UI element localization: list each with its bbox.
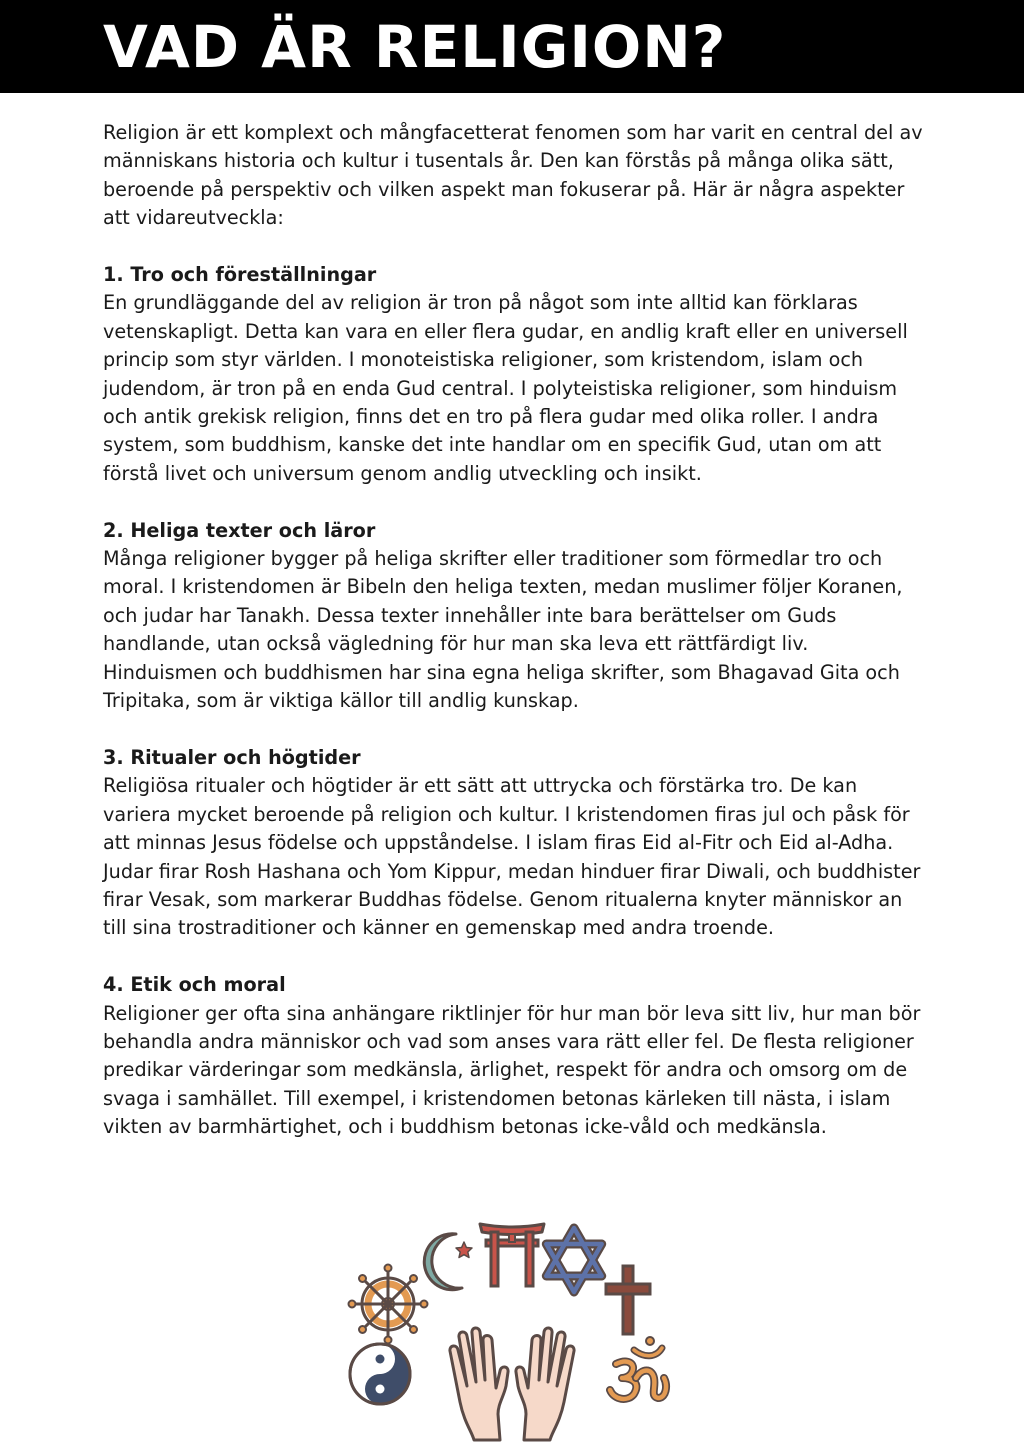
- dharma-wheel-icon: [349, 1265, 428, 1344]
- section-holy-texts: [103, 517, 923, 716]
- cross-icon: [606, 1266, 650, 1334]
- section-heading: 2. Heliga texter och läror: [103, 518, 376, 542]
- document-body: [103, 119, 923, 1170]
- yin-yang-icon: [350, 1344, 410, 1404]
- star-of-david-icon: [546, 1228, 601, 1292]
- open-hands-icon: [450, 1328, 574, 1440]
- page-title: VAD ÄR RELIGION?: [103, 13, 727, 81]
- crescent-star-icon: [424, 1234, 472, 1290]
- torii-gate-icon: [480, 1224, 544, 1286]
- section-body: Många religioner bygger på heliga skrifter eller traditioner som förmedlar tro och moral. I kristendomen är Bibeln den heliga texten, medan muslimer följer Koranen, och judar har Tanakh. Dessa texter innehåller inte bara berättelser om Guds handlande, utan också vägledning för hur man ska leva ett rättfärdigt liv. Hinduismen och buddhismen har sina egna heliga skrifter, som Bhagavad Gita och Tripitaka, som är viktiga källor till andlig kunskap.: [103, 547, 903, 713]
- section-body: Religioner ger ofta sina anhängare riktlinjer för hur man bör leva sitt liv, hur man bör behandla andra människor och vad som anses vara rätt eller fel. De flesta religioner predikar värderingar som medkänsla, ärlighet, respekt för andra och omsorg om de svaga i samhället. Till exempel, i kristendomen betonas kärleken till nästa, i islam vikten av barmhärtighet, och i buddhism betonas icke-våld och medkänsla.: [103, 1001, 921, 1139]
- section-body: Religiösa ritualer och högtider är ett sätt att uttrycka och förstärka tro. De kan variera mycket beroende på religion och kultur. I kristendomen firas jul och påsk för att minnas Jesus födelse och uppståndelse. I islam firas Eid al-Fitr och Eid al-Adha. Judar firar Rosh Hashana och Yom Kippur, medan hinduer firar Diwali, och buddhister firar Vesak, som markerar Buddhas födelse. Genom ritualerna knyter människor an till sina trostraditioner och känner en gemenskap med andra troende.: [103, 774, 921, 940]
- section-heading: 4. Etik och moral: [103, 973, 286, 997]
- om-icon: [610, 1337, 666, 1399]
- religion-symbols-illustration: [340, 1214, 684, 1442]
- section-heading: 3. Ritualer och högtider: [103, 745, 361, 769]
- section-beliefs: [103, 261, 923, 488]
- section-ethics: [103, 971, 923, 1141]
- section-heading: 1. Tro och föreställningar: [103, 263, 377, 287]
- header-bar: [0, 0, 1024, 93]
- section-rituals: [103, 744, 923, 943]
- section-body: En grundläggande del av religion är tron på något som inte alltid kan förklaras vetenskapligt. Detta kan vara en eller flera gudar, en andlig kraft eller en universell princip som styr världen. I monoteistiska religioner, som kristendom, islam och judendom, är tron på en enda Gud central. I polyteistiska religioner, som hinduism och antik grekisk religion, finns det en tro på flera gudar med olika roller. I andra system, som buddhism, kanske det inte handlar om en specifik Gud, utan om att förstå livet och universum genom andlig utveckling och insikt.: [103, 291, 908, 485]
- intro-paragraph: Religion är ett komplext och mångfacetterat fenomen som har varit en central del av människans historia och kultur i tusentals år. Den kan förstås på många olika sätt, beroende på perspektiv och vilken aspekt man fokuserar på. Här är några aspekter att vidareutveckla:: [103, 121, 923, 230]
